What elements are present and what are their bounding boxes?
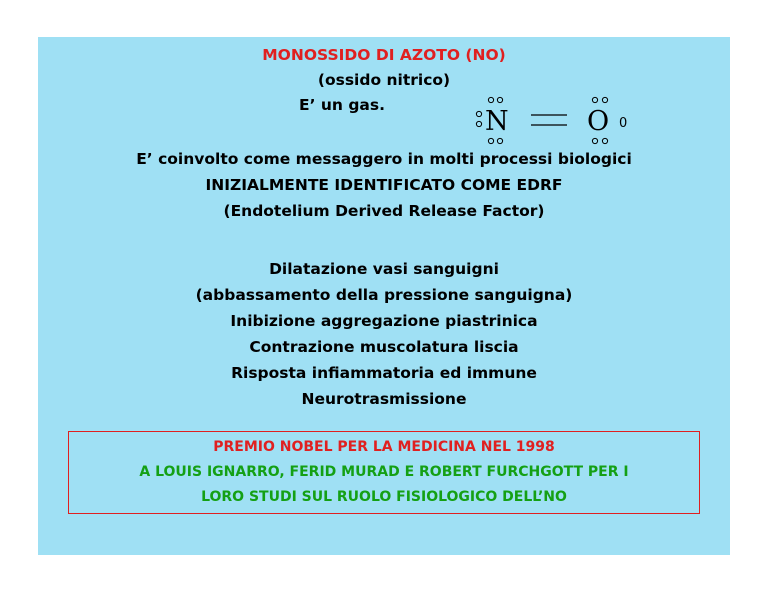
electron-dot [602, 97, 607, 102]
slide [38, 37, 730, 555]
effect-item: Risposta infiammatoria ed immune [231, 364, 537, 382]
slide-title: MONOSSIDO DI AZOTO (NO) [262, 46, 506, 64]
effect-item: Contrazione muscolatura liscia [249, 338, 519, 356]
electron-dot [592, 97, 597, 102]
electron-dot [488, 138, 493, 143]
effect-item: Inibizione aggregazione piastrinica [230, 312, 538, 330]
intro-line-3: (Endotelium Derived Release Factor) [223, 202, 545, 220]
electron-dot [476, 111, 481, 116]
nobel-prize-box [68, 431, 700, 514]
electron-dot [497, 138, 502, 143]
intro-line-1: E’ coinvolto come messaggero in molti processi biologici [136, 150, 632, 168]
electron-dot [476, 121, 481, 126]
effect-item: Dilatazione vasi sanguigni [269, 260, 499, 278]
nobel-heading: PREMIO NOBEL PER LA MEDICINA NEL 1998 [213, 439, 555, 455]
nobel-line-2: LORO STUDI SUL RUOLO FISIOLOGICO DELL’NO [201, 489, 567, 505]
effect-item: Neurotrasmissione [301, 390, 467, 408]
radical-mark: 0 [619, 116, 628, 131]
electron-dot [592, 138, 597, 143]
electron-dot [488, 97, 493, 102]
intro-line-2: INIZIALMENTE IDENTIFICATO COME EDRF [205, 176, 563, 194]
oxygen-atom: O [587, 106, 610, 137]
nobel-line-1: A LOUIS IGNARRO, FERID MURAD E ROBERT FURCHGOTT PER I [139, 464, 629, 480]
electron-dot [602, 138, 607, 143]
effect-item: (abbassamento della pressione sanguigna) [195, 286, 573, 304]
nitrogen-atom: N [485, 106, 509, 137]
subtitle: (ossido nitrico) [317, 71, 451, 89]
gas-line: E’ un gas. [298, 96, 385, 114]
no-molecule-diagram [468, 92, 668, 148]
electron-dot [497, 97, 502, 102]
